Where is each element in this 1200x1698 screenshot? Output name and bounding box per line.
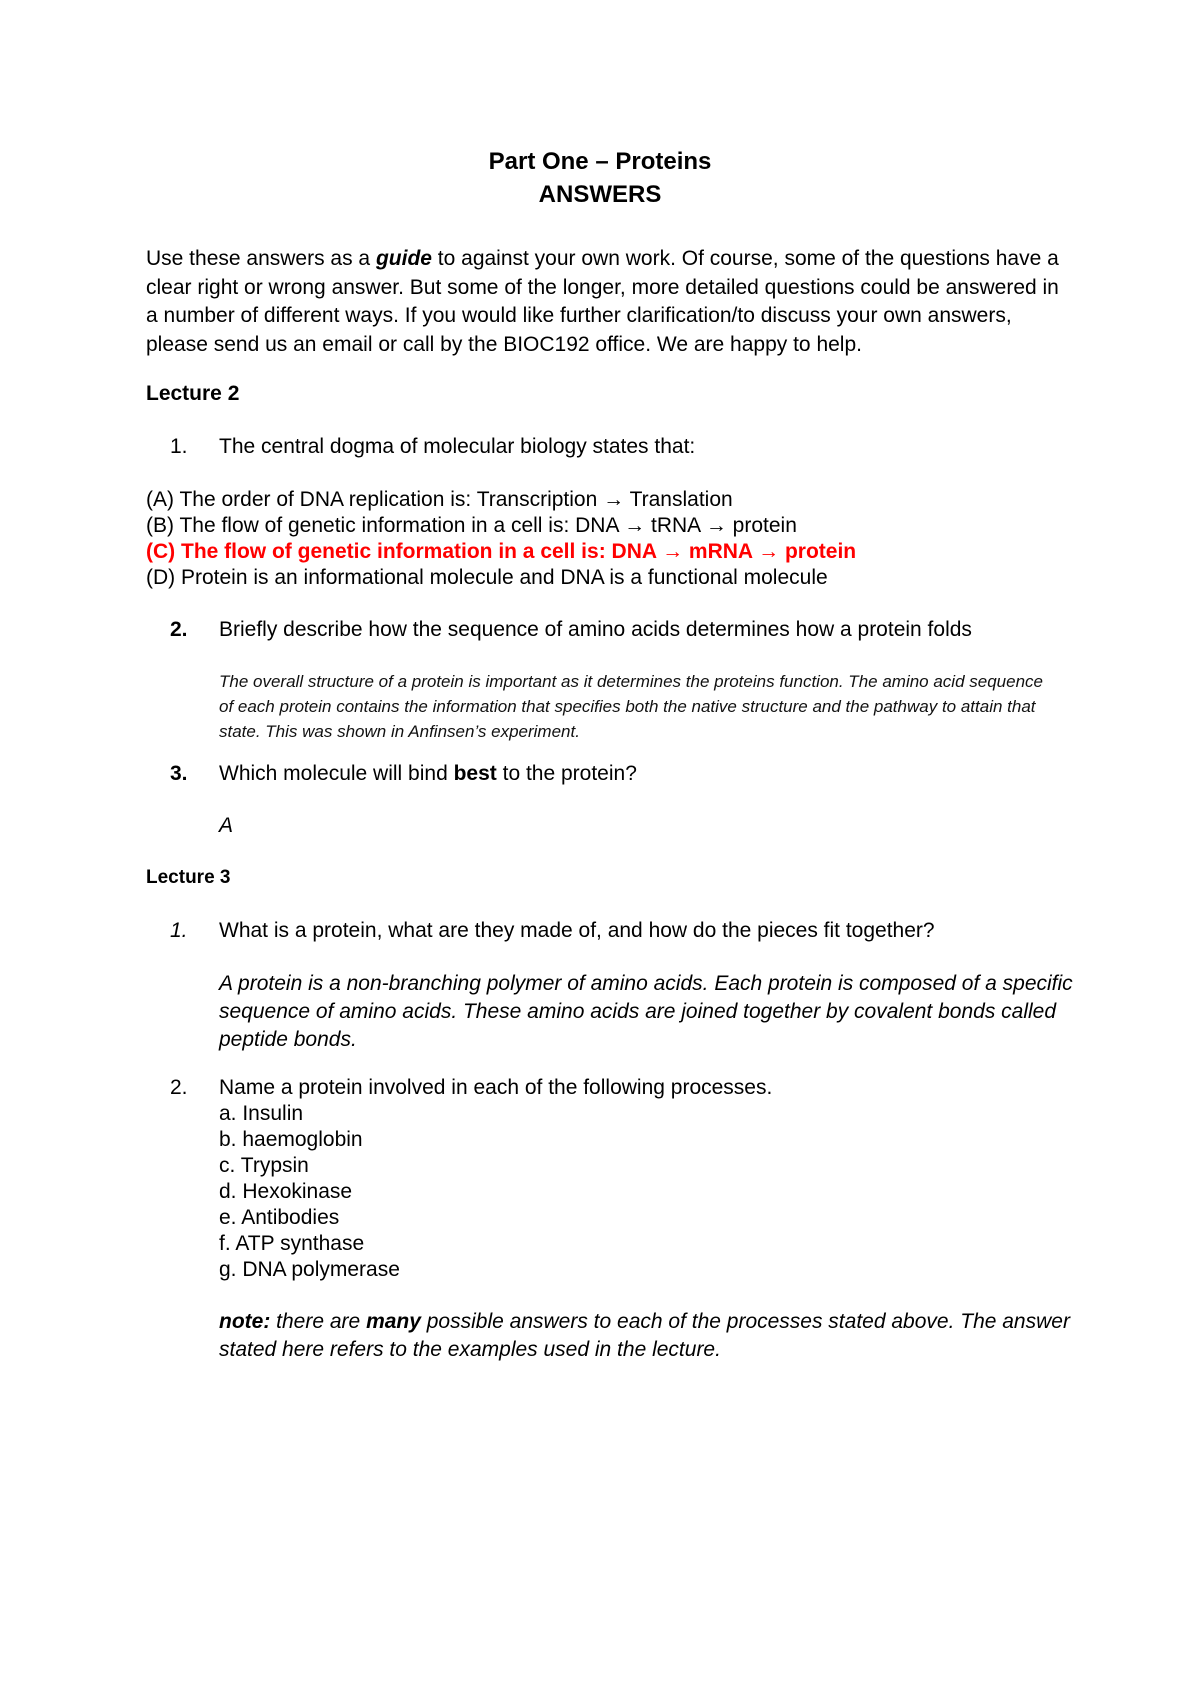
page-subtitle: ANSWERS bbox=[538, 181, 662, 208]
l3-q2-note-emphasis: many bbox=[366, 1310, 421, 1333]
l2-q1-option-a: (A) The order of DNA replication is: Transcription → Translation bbox=[146, 488, 733, 511]
l3-q2-item-e: e. Antibodies bbox=[219, 1206, 340, 1229]
l2-q1-text: The central dogma of molecular biology states that: bbox=[219, 435, 696, 458]
lecture-3-heading: Lecture 3 bbox=[146, 867, 231, 888]
lecture-2-heading: Lecture 2 bbox=[146, 382, 240, 405]
l3-q2-item-f: f. ATP synthase bbox=[219, 1232, 365, 1255]
l2-q2-number: 2. bbox=[170, 618, 188, 641]
l2-q3-text bbox=[219, 760, 637, 788]
l2-q3-text-bold: best bbox=[453, 762, 497, 785]
l2-q1-option-b: (B) The flow of genetic information in a cell is: DNA → tRNA → protein bbox=[146, 514, 797, 537]
intro-paragraph bbox=[146, 245, 1066, 359]
l3-q2-note-before: there are bbox=[270, 1310, 367, 1333]
l2-q2-answer: The overall structure of a protein is important as it determines the proteins function. The amino acid sequence of each protein contains the information that specifies both the native structure and the pathway to attain that state. This was shown in Anfinsen’s experiment. bbox=[219, 672, 1043, 741]
l3-q2-item-g: g. DNA polymerase bbox=[219, 1258, 400, 1281]
page-title: Part One – Proteins bbox=[488, 148, 712, 175]
l3-q2-item-d: d. Hexokinase bbox=[219, 1180, 353, 1203]
l3-q2-note bbox=[219, 1308, 1079, 1364]
l3-q2-item-b: b. haemoglobin bbox=[219, 1128, 363, 1151]
l2-q1-option-c-correct: (C) The flow of genetic information in a cell is: DNA → mRNA → protein bbox=[146, 540, 857, 563]
l2-q3-text-after: to the protein? bbox=[496, 762, 637, 785]
l3-q2-number: 2. bbox=[170, 1076, 188, 1099]
l3-q2-item-c: c. Trypsin bbox=[219, 1154, 309, 1177]
l2-q3-text-before: Which molecule will bind bbox=[219, 762, 454, 785]
intro-after: to against your own work. Of course, some of the questions have a clear right or wrong answer. But some of the longer, more detailed questions could be answered in a number of different ways. If you would like further clarification/to discuss your own answers, please send us an email or call by the BIOC192 office. We are happy to help. bbox=[146, 247, 1059, 356]
l3-q1-answer: A protein is a non-branching polymer of amino acids. Each protein is composed of a specific sequence of amino acids. These amino acids are joined together by covalent bonds called peptide bonds. bbox=[219, 972, 1073, 1051]
l2-q2-text: Briefly describe how the sequence of amino acids determines how a protein folds bbox=[219, 618, 972, 641]
l2-q1-option-d: (D) Protein is an informational molecule and DNA is a functional molecule bbox=[146, 566, 828, 589]
intro-emphasis: guide bbox=[375, 247, 432, 270]
l3-q1-number: 1. bbox=[170, 919, 188, 942]
l2-q3-number: 3. bbox=[170, 762, 188, 785]
l3-q2-text: Name a protein involved in each of the following processes. bbox=[219, 1076, 773, 1099]
l3-q2-note-after: possible answers to each of the processes stated above. The answer stated here refers to the examples used in the lecture. bbox=[219, 1310, 1070, 1361]
l2-q3-answer: A bbox=[219, 814, 234, 837]
intro-before: Use these answers as a bbox=[146, 247, 376, 270]
l3-q2-note-label: note: bbox=[219, 1310, 271, 1333]
l3-q2-item-a: a. Insulin bbox=[219, 1102, 304, 1125]
l3-q1-text: What is a protein, what are they made of, and how do the pieces fit together? bbox=[219, 919, 935, 942]
l2-q1-number: 1. bbox=[170, 435, 188, 458]
